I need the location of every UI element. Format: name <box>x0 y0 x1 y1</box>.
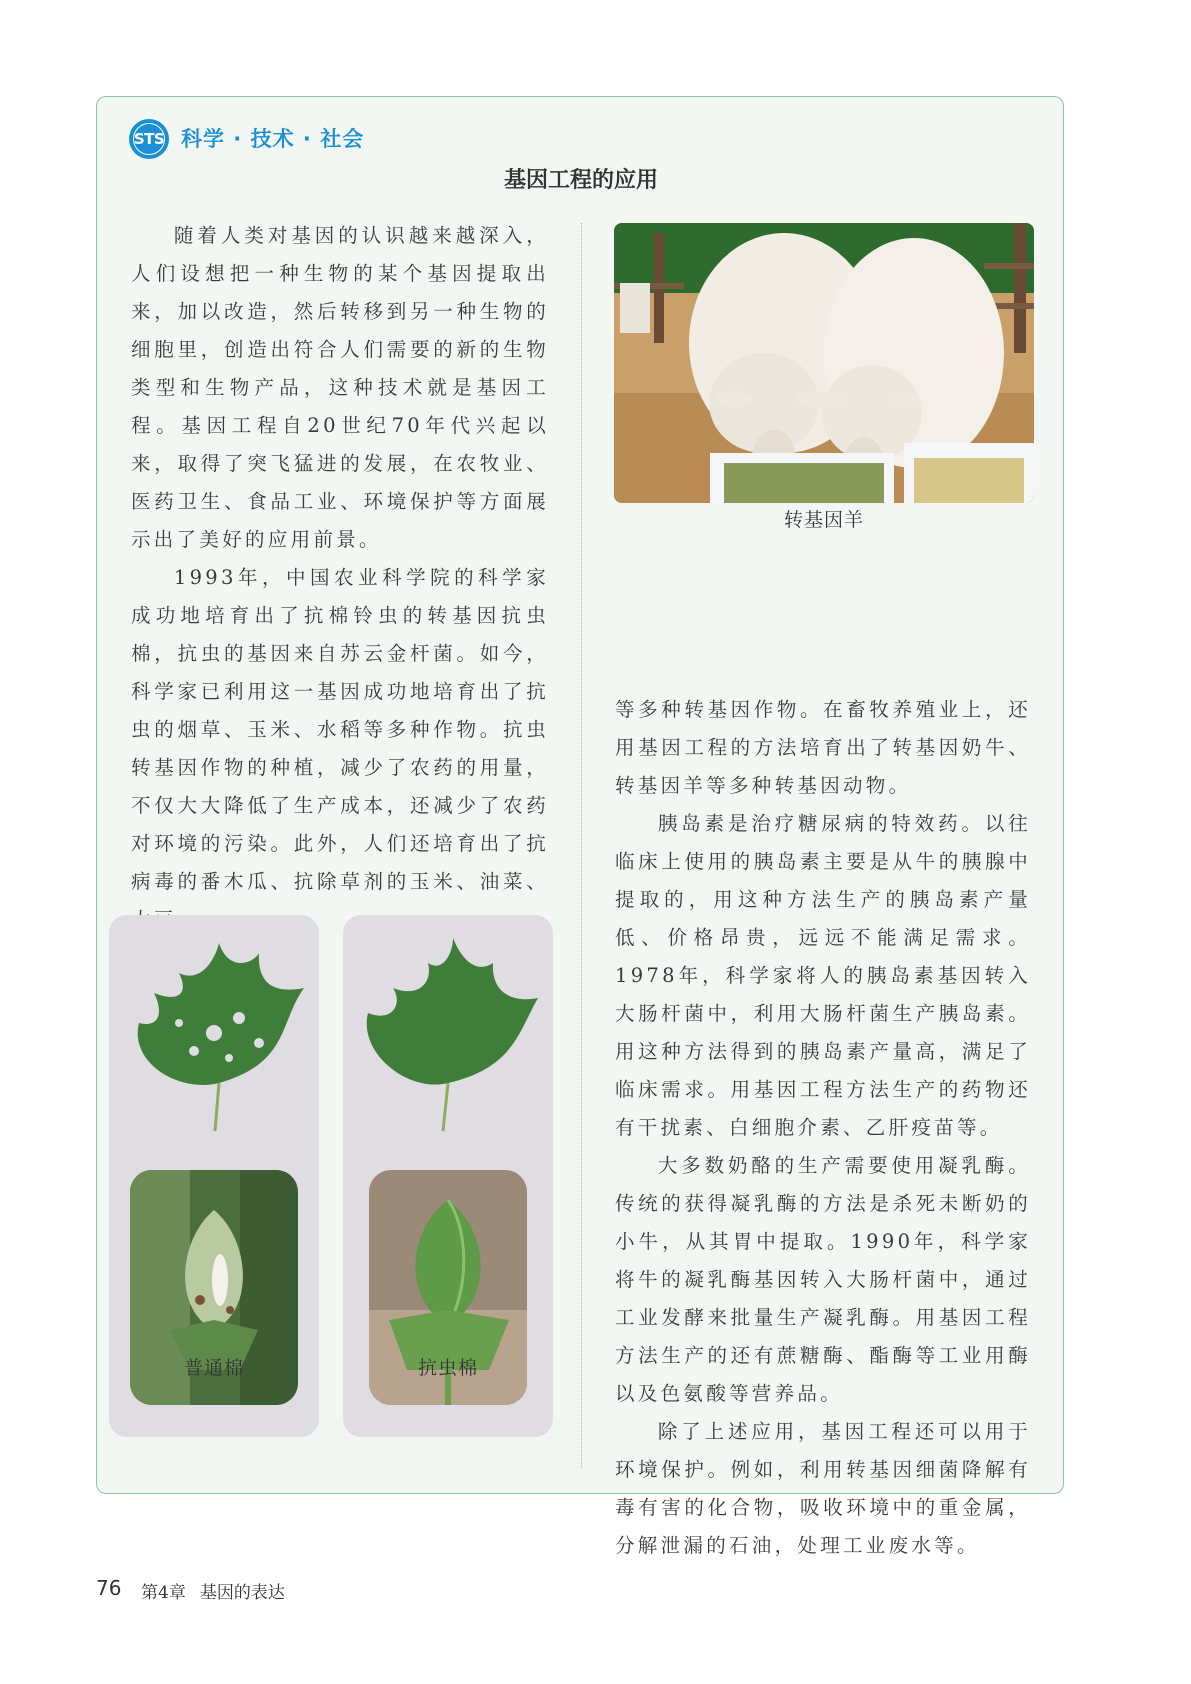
chapter-title: 基因的表达 <box>199 1583 285 1603</box>
resistant-cotton-caption: 抗虫棉 <box>417 1357 478 1379</box>
paragraph: 除了上述应用，基因工程还可以用于环境保护。例如，利用转基因细菌降解有毒有害的化合物，吸收环境中的重金属，分解泄漏的石油，处理工业废水等。 <box>615 1420 1031 1557</box>
sts-box <box>96 96 1064 1557</box>
paragraph: 随着人类对基因的认识越来越深入，人们设想把一种生物的某个基因提取出来，加以改造，然后转移到另一种生物的细胞里，创造出符合人们需要的新的生物类型和生物产品，这种技术就是基因工程。基因工程自20世纪70年代兴起以来，取得了突飞猛进的发展，在农牧业、医药卫生、食品工业、环境保护等方面展示出了美好的应用前景。 <box>131 224 549 551</box>
damaged-leaf-icon <box>119 933 309 1133</box>
transgenic-sheep-photo <box>614 223 1034 503</box>
column-divider <box>581 223 582 1468</box>
page-number: 76 <box>96 1576 122 1600</box>
chapter-footer <box>141 1578 285 1603</box>
chapter-number: 第4章 <box>141 1583 186 1603</box>
ordinary-cotton-caption: 普通棉 <box>183 1357 244 1379</box>
left-column-text <box>131 217 549 939</box>
section-tag: 科学 · 技术 · 社会 <box>181 127 365 151</box>
healthy-leaf-icon <box>353 933 543 1133</box>
sts-logo-icon: STS <box>129 119 169 159</box>
right-column-text <box>615 691 1031 1565</box>
sheep-caption: 转基因羊 <box>783 509 864 531</box>
paragraph: 1993年，中国农业科学院的科学家成功地培育出了抗棉铃虫的转基因抗虫棉，抗虫的基因来自苏云金杆菌。如今，科学家已利用这一基因成功地培育出了抗虫的烟草、玉米、水稻等多种作物。抗虫转基因作物的种植，减少了农药的用量，不仅大大降低了生产成本，还减少了农药对环境的污染。此外，人们还培育出了抗病毒的番木瓜、抗除草剂的玉米、油菜、 <box>131 566 549 893</box>
paragraph: 大多数奶酪的生产需要使用凝乳酶。传统的获得凝乳酶的方法是杀死未断奶的小牛，从其胃中提取。1990年，科学家将牛的凝乳酶基因转入大肠杆菌中，通过工业发酵来批量生产凝乳酶。用基因工程方法生产的还有蔗糖酶、酯酶等工业用酶以及色氨酸等营养品。 <box>615 1154 1031 1405</box>
page-title: 基因工程的应用 <box>503 168 658 193</box>
paragraph: 等多种转基因作物。在畜牧养殖业上，还用基因工程的方法培育出了转基因奶牛、转基因羊等多种转基因动物。 <box>615 698 1031 797</box>
paragraph: 胰岛素是治疗糖尿病的特效药。以往临床上使用的胰岛素主要是从牛的胰腺中提取的，用这种方法生产的胰岛素产量低、价格昂贵，远远不能满足需求。1978年，科学家将人的胰岛素基因转入大肠杆菌中，利用大肠杆菌生产胰岛素。用这种方法得到的胰岛素产量高，满足了临床需求。用基因工程方法生产的药物还有干扰素、白细胞介素、乙肝疫苗等。 <box>615 812 1031 1139</box>
